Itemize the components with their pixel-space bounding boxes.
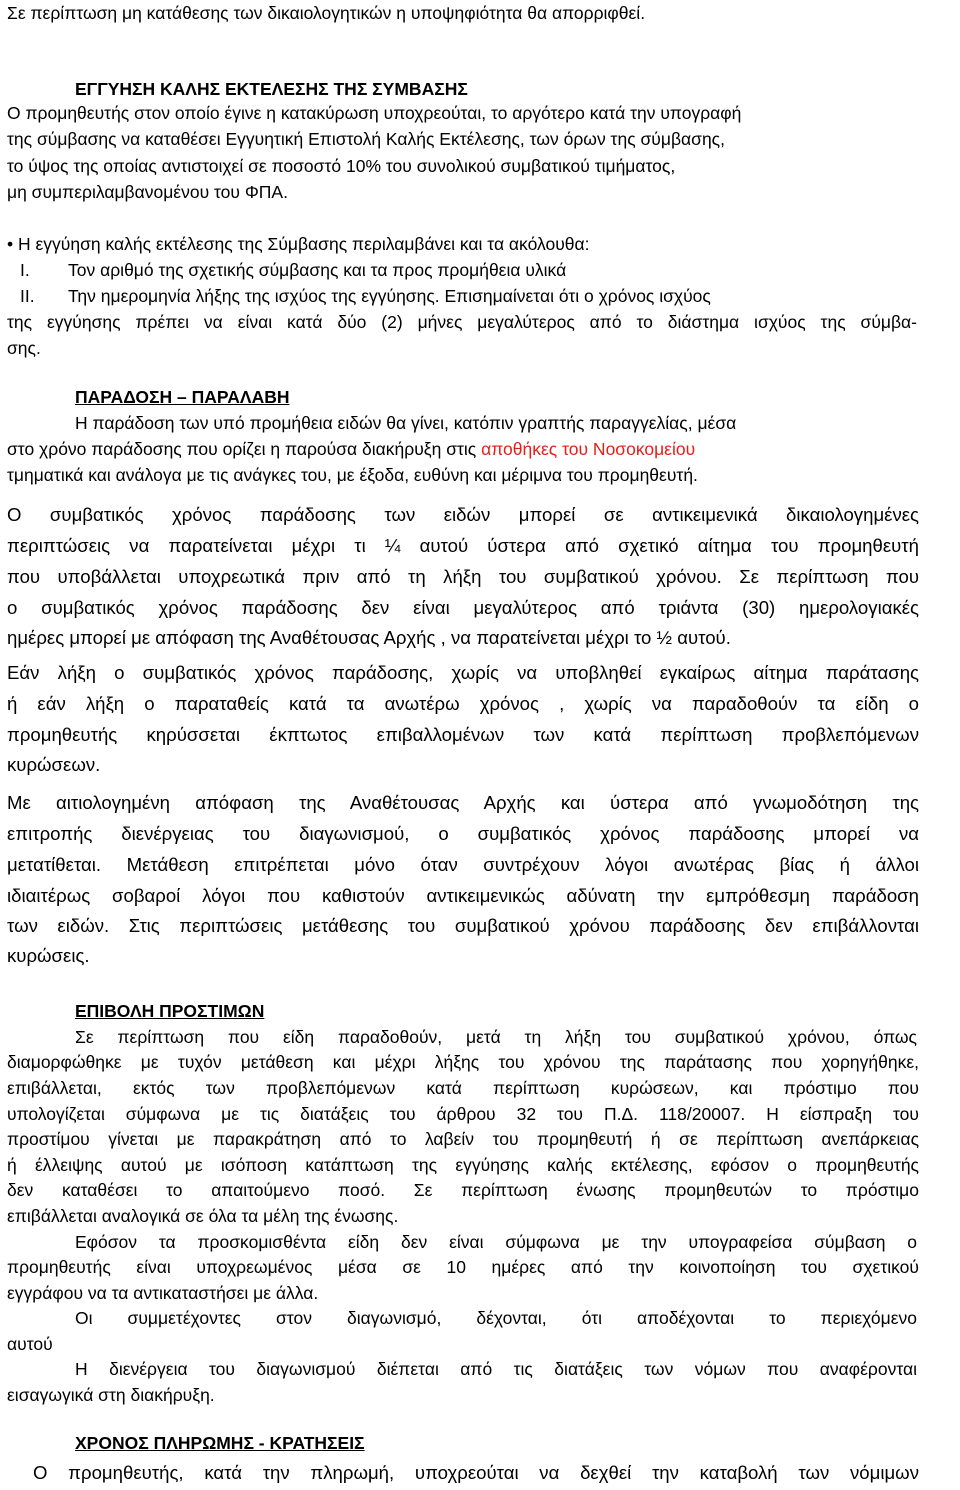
text-line: περιπτώσεις να παρατείνεται μέχρι τι ¼ αυτού ύστερα από σχετικό αίτημα του προμηθευτή — [7, 535, 919, 556]
text-line: μη συμπεριλαμβανομένου του ΦΠΑ. — [7, 182, 288, 202]
text-line: προμηθευτής κηρύσσεται έκπτωτος επιβαλλομένων των κατά περίπτωση προβλεπόμενων — [7, 724, 919, 745]
heading-payment: ΧΡΟΝΟΣ ΠΛΗΡΩΜΗΣ - ΚΡΑΤΗΣΕΙΣ — [75, 1433, 365, 1453]
text-line: εισαγωγικά στη διακήρυξη. — [7, 1385, 215, 1405]
text-line: το ύψος της οποίας αντιστοιχεί σε ποσοστό 10% του συνολικού συμβατικού τιμήματος, — [7, 156, 676, 176]
text-line-with-highlight — [7, 436, 695, 462]
text-line: Ο προμηθευτής, κατά την πληρωμή, υποχρεούται να δεχθεί την καταβολή των νόμιμων — [33, 1462, 919, 1483]
text-span: στο χρόνο παράδοσης που ορίζει η παρούσα διακήρυξη στις — [7, 439, 477, 459]
text-line: επιτροπής διενέργειας του διαγωνισμού, ο συμβατικός χρόνος παράδοσης μπορεί να — [7, 823, 919, 844]
text-line: τμηματικά και ανάλογα με τις ανάγκες του, με έξοδα, ευθύνη και μέριμνα του προμηθευτή. — [7, 465, 698, 485]
text-line: Σε περίπτωση που είδη παραδοθούν, μετά τη λήξη του συμβατικού χρόνου, όπως — [75, 1027, 917, 1047]
text-line: ή έλλειψης αυτού με ισόποση κατάπτωση της εγγύησης καλής εκτέλεσης, εφόσον ο προμηθευτής — [7, 1155, 919, 1175]
text-line: σης. — [7, 338, 41, 358]
text-line: Ο συμβατικός χρόνος παράδοσης των ειδών μπορεί σε αντικειμενικά δικαιολογημένες — [7, 504, 919, 525]
text-line: ημέρες μπορεί με απόφαση της Αναθέτουσας Αρχής , να παρατείνεται μέχρι το ½ αυτού. — [7, 627, 731, 648]
list-number: Ι. — [20, 260, 30, 280]
text-line: Εάν λήξη ο συμβατικός χρόνος παράδοσης, χωρίς να υποβληθεί εγκαίρως αίτημα παράτασης — [7, 662, 919, 683]
text-line: ή εάν λήξη ο παραταθείς κατά τα ανωτέρω χρόνος , χωρίς να παραδοθούν τα είδη ο — [7, 693, 919, 714]
highlighted-text: αποθήκες του Νοσοκομείου — [481, 439, 696, 459]
text-line: μετατίθεται. Μετάθεση επιτρέπεται μόνο όταν συντρέχουν λόγοι ανωτέρας βίας ή άλλοι — [7, 854, 919, 875]
text-line: προμηθευτής είναι υποχρεωμένος μέσα σε 10 ημέρες από την κοινοποίηση του σχετικού — [7, 1257, 919, 1277]
text-line: Εφόσον τα προσκομισθέντα είδη δεν είναι σύμφωνα με την υπογραφείσα σύμβαση ο — [75, 1232, 917, 1252]
text-line: διαμορφώθηκε με τυχόν μετάθεση και μέχρι λήξης του χρόνου της παράτασης που χορηγήθηκε, — [7, 1052, 919, 1072]
text-line: Η διενέργεια του διαγωνισμού διέπεται από τις διατάξεις των νόμων που αναφέρονται — [75, 1359, 917, 1379]
text-line: Οι συμμετέχοντες στον διαγωνισμό, δέχονται, ότι αποδέχονται το περιεχόμενο — [75, 1308, 917, 1328]
text-line: εγγράφου να τα αντικαταστήσει με άλλα. — [7, 1283, 319, 1303]
text-line: υπολογίζεται σύμφωνα με τις διατάξεις του άρθρου 32 του Π.Δ. 118/20007. Η είσπραξη του — [7, 1104, 919, 1124]
text-line: επιβάλλεται αναλογικά σε όλα τα μέλη της ένωσης. — [7, 1206, 399, 1226]
list-number: ΙΙ. — [20, 286, 35, 306]
text-line: Ο προμηθευτής στον οποίο έγινε η κατακύρωση υποχρεούται, το αργότερο κατά την υπογραφή — [7, 103, 742, 123]
bullet-item: • Η εγγύηση καλής εκτέλεσης της Σύμβασης περιλαμβάνει και τα ακόλουθα: — [7, 234, 590, 254]
text-line: της εγγύησης πρέπει να είναι κατά δύο (2) μήνες μεγαλύτερος από το διάστημα ισχύος της σύμβα- — [7, 312, 917, 332]
heading-delivery: ΠΑΡΑΔΟΣΗ – ΠΑΡΑΛΑΒΗ — [75, 387, 290, 407]
text-line: της σύμβασης να καταθέσει Εγγυητική Επιστολή Καλής Εκτέλεσης, των όρων της σύμβασης, — [7, 129, 725, 149]
text-line: ιδιαιτέρως σοβαροί λόγοι που καθιστούν αντικειμενικώς αδύνατη την εμπρόθεσμη παράδοση — [7, 885, 919, 906]
text-line: Σε περίπτωση μη κατάθεσης των δικαιολογητικών η υποψηφιότητα θα απορριφθεί. — [7, 3, 646, 23]
list-item-text: Τον αριθμό της σχετικής σύμβασης και τα προς προμήθεια υλικά — [68, 260, 567, 280]
text-line: που υποβάλλεται υποχρεωτικά πριν από τη λήξη του συμβατικού χρόνου. Σε περίπτωση που — [7, 566, 919, 587]
heading-penalties: ΕΠΙΒΟΛΗ ΠΡΟΣΤΙΜΩΝ — [75, 1001, 265, 1021]
text-line: κυρώσεων. — [7, 754, 101, 775]
list-item-text: Την ημερομηνία λήξης της ισχύος της εγγύησης. Επισημαίνεται ότι ο χρόνος ισχύος — [68, 286, 711, 306]
text-line: κυρώσεις. — [7, 945, 90, 966]
text-line: προστίμου γίνεται με παρακράτηση από το λαβείν του προμηθευτή ή σε περίπτωση ανεπάρκειας — [7, 1129, 919, 1149]
text-line: Η παράδοση των υπό προμήθεια ειδών θα γίνει, κατόπιν γραπτής παραγγελίας, μέσα — [75, 413, 737, 433]
text-line: επιβάλλεται, εκτός των προβλεπόμενων κατά περίπτωση κυρώσεων, και πρόστιμο που — [7, 1078, 919, 1098]
text-line: δεν καταθέσει το απαιτούμενο ποσό. Σε περίπτωση ένωσης προμηθευτών το πρόστιμο — [7, 1180, 919, 1200]
text-line: αυτού — [7, 1334, 53, 1354]
text-line: ο συμβατικός χρόνος παράδοσης δεν είναι μεγαλύτερος από τριάντα (30) ημερολογιακές — [7, 597, 919, 618]
heading-guarantee: ΕΓΓΥΗΣΗ ΚΑΛΗΣ ΕΚΤΕΛΕΣΗΣ ΤΗΣ ΣΥΜΒΑΣΗΣ — [75, 79, 468, 99]
text-line: Με αιτιολογημένη απόφαση της Αναθέτουσας Αρχής και ύστερα από γνωμοδότηση της — [7, 792, 919, 813]
text-line: των ειδών. Στις περιπτώσεις μετάθεσης του συμβατικού χρόνου παράδοσης δεν επιβάλλονται — [7, 915, 919, 936]
